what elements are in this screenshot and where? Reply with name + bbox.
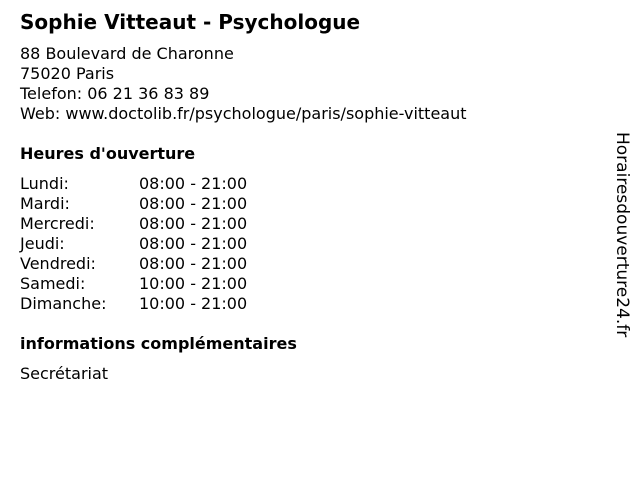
day-label: Samedi: bbox=[20, 274, 86, 293]
day-label: Lundi: bbox=[20, 174, 69, 193]
hours-row-wednesday bbox=[20, 214, 320, 234]
time-range: 10:00 - 21:00 bbox=[139, 274, 248, 293]
time-range: 08:00 - 21:00 bbox=[139, 174, 248, 193]
address-line-city: 75020 Paris bbox=[20, 64, 115, 83]
time-range: 08:00 - 21:00 bbox=[139, 254, 248, 273]
hours-row-friday bbox=[20, 254, 320, 274]
site-watermark: Horairesdouverture24.fr bbox=[612, 132, 632, 338]
phone-line: Telefon: 06 21 36 83 89 bbox=[20, 84, 210, 103]
additional-info-text: Secrétariat bbox=[20, 364, 109, 383]
day-label: Dimanche: bbox=[20, 294, 107, 313]
additional-info-heading: informations complémentaires bbox=[20, 334, 297, 353]
time-range: 10:00 - 21:00 bbox=[139, 294, 248, 313]
business-title: Sophie Vitteaut - Psychologue bbox=[20, 10, 361, 34]
hours-row-sunday bbox=[20, 294, 320, 314]
time-range: 08:00 - 21:00 bbox=[139, 214, 248, 233]
day-label: Mercredi: bbox=[20, 214, 95, 233]
hours-row-saturday bbox=[20, 274, 320, 294]
address-line-street: 88 Boulevard de Charonne bbox=[20, 44, 234, 63]
day-label: Jeudi: bbox=[20, 234, 65, 253]
opening-hours-heading: Heures d'ouverture bbox=[20, 144, 196, 163]
day-label: Vendredi: bbox=[20, 254, 96, 273]
day-label: Mardi: bbox=[20, 194, 70, 213]
time-range: 08:00 - 21:00 bbox=[139, 194, 248, 213]
hours-row-tuesday bbox=[20, 194, 320, 214]
hours-row-monday bbox=[20, 174, 320, 194]
time-range: 08:00 - 21:00 bbox=[139, 234, 248, 253]
web-line: Web: www.doctolib.fr/psychologue/paris/sophie-vitteaut bbox=[20, 104, 467, 123]
hours-row-thursday bbox=[20, 234, 320, 254]
